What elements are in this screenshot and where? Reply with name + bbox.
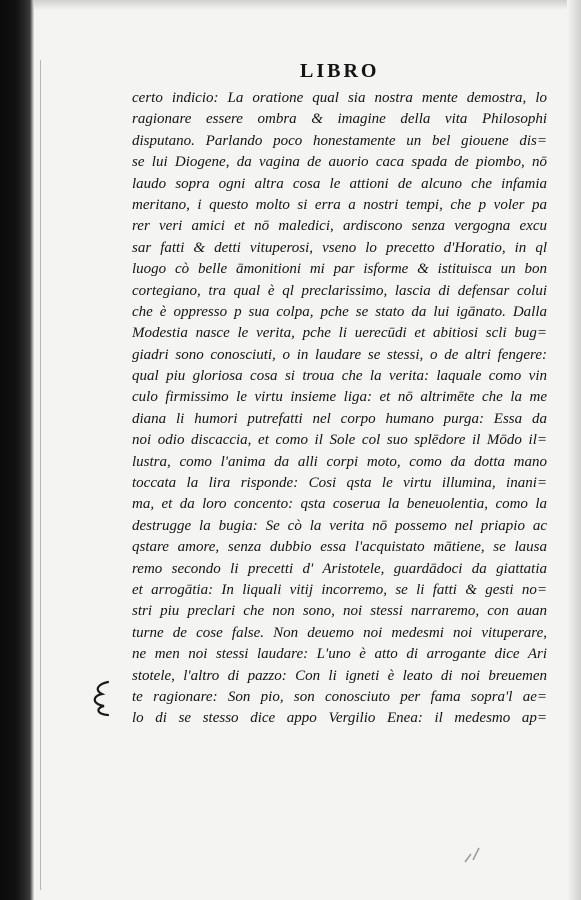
text-line: certo indicio: La oratione qual sia nostra mente demostra, lo	[132, 90, 547, 106]
text-line: che è oppresso p sua colpa, pche se stato da lui igānato. Dalla	[132, 303, 547, 320]
text-line: Modestia nasce le verita, pche li uerecūdi et abitiosi scli bug=	[132, 325, 547, 342]
text-line: giadri sono conosciuti, o in laudare se stessi, o de altri fengere:	[132, 346, 547, 363]
text-line: lustra, como l'anima da alli corpi moto, como da dotta mano	[132, 453, 547, 470]
book-gutter-shadow	[0, 0, 34, 900]
text-line: meritano, i questo molto si erra a nostri tempi, che p voler pa	[132, 196, 547, 213]
text-line: ragionare essere ombra & imagine della vita Philosophi	[132, 111, 547, 128]
text-line: turne de cose false. Non deuemo noi medesmi noi vituperare,	[132, 624, 547, 641]
text-line: luogo cò belle āmonitioni mi par isforme & istituisca un bon	[132, 261, 547, 278]
text-line: rer veri amici et nō maledici, ardiscono senza vergogna excu	[132, 218, 547, 235]
running-head: LIBRO	[300, 60, 380, 82]
text-line: diana li humori putrefatti nel corpo humano purga: Essa da	[132, 410, 547, 427]
marginal-annotation-mark	[88, 678, 114, 718]
text-line: ma, et da loro concento: qsta coserua la beneuolentia, como la	[132, 496, 547, 513]
page-edge-line	[40, 60, 41, 890]
text-line: et arrogātia: In liquali vitij incorremo, se li fatti & gesti no=	[132, 581, 547, 598]
text-line: te ragionare: Son pio, son conosciuto per fama sopra'l ae=	[132, 688, 547, 705]
text-line: stri piu preclari che non sono, noi stessi narraremo, con auan	[132, 603, 547, 620]
text-line: noi odio discaccia, et como il Sole col suo splēdore il Mōdo il=	[132, 432, 547, 449]
text-line: destrugge la bugia: Se cò la verita nō possemo nel priapio ac	[132, 517, 547, 534]
text-line: sar fatti & detti vituperosi, vseno lo precetto d'Horatio, in ql	[132, 239, 547, 256]
text-line: laudo sopra ogni altra cosa le attioni de alcuno che infamia	[132, 175, 547, 192]
text-line: stotele, l'altro di pazzo: Con li igneti è leato di noi breuemen	[132, 667, 547, 684]
text-line: remo secondo li precetti d' Aristotele, guardādoci da giattatia	[132, 560, 547, 577]
right-edge-shadow	[567, 0, 581, 900]
body-text	[132, 88, 547, 730]
page-stain-mark	[461, 840, 491, 866]
top-edge-shadow	[34, 0, 581, 10]
text-line: disputano. Parlando poco honestamente un bel giouene dis=	[132, 132, 547, 149]
text-line: lo di se stesso dice appo Vergilio Enea: il medesmo ap=	[132, 710, 547, 727]
text-line: qual piu gloriosa cosa si troua che la verita: laquale como vin	[132, 368, 547, 385]
text-line: qstare amore, senza dubbio essa l'acquistato mātiene, se lausa	[132, 539, 547, 556]
text-line: se lui Diogene, da vagina de auorio caca spada de piombo, nō	[132, 154, 547, 171]
text-line: ne men noi stessi laudare: L'uno è atto di arrogante dice Ari	[132, 646, 547, 663]
text-line: toccata la lira risponde: Cosi qsta le virtu illumina, inani=	[132, 475, 547, 492]
text-line: cortegiano, tra qual è ql preclarissimo, lascia di defensar colui	[132, 282, 547, 299]
text-line: culo firmissimo le virtu insieme liga: et nō altrimēte che la me	[132, 389, 547, 406]
